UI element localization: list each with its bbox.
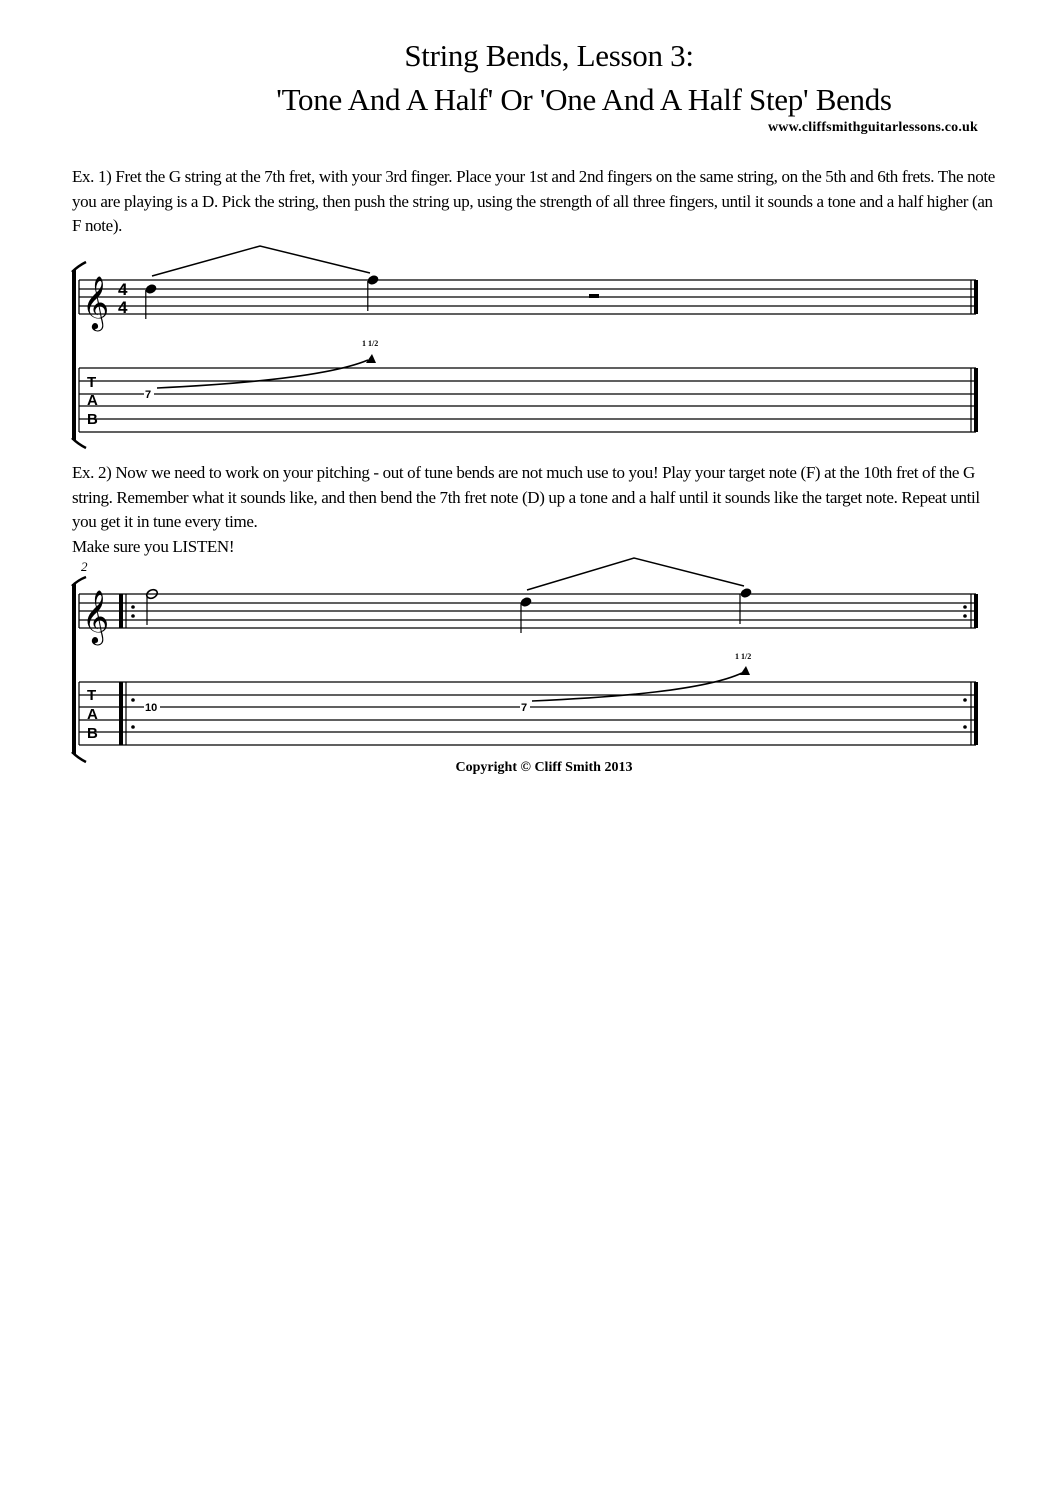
treble-clef-icon: 𝄞 bbox=[82, 589, 110, 643]
tab-end-repeat bbox=[963, 682, 978, 745]
system-1 bbox=[72, 246, 978, 448]
tab-fret-number-1: 10 bbox=[145, 702, 158, 714]
website-url: www.cliffsmithguitarlessons.co.uk bbox=[768, 120, 978, 135]
measure-number: 2 bbox=[81, 559, 88, 574]
tab-clef-t: T bbox=[87, 374, 97, 391]
example-2-emphasis: Make sure you LISTEN! bbox=[72, 536, 235, 556]
tab-staff-lines bbox=[79, 682, 976, 745]
bend-slur bbox=[152, 246, 370, 276]
tab-clef-t: T bbox=[87, 687, 97, 704]
bend-slur bbox=[527, 558, 744, 590]
time-signature-bottom: 4 bbox=[118, 298, 128, 317]
tab-fret-number-2: 7 bbox=[521, 702, 528, 714]
tab-clef-b: B bbox=[87, 411, 98, 428]
title-line-1: String Bends, Lesson 3: bbox=[404, 38, 694, 73]
time-signature-top: 4 bbox=[118, 280, 128, 299]
half-rest bbox=[589, 294, 599, 298]
tab-start-repeat bbox=[119, 682, 135, 745]
bend-arrow bbox=[532, 673, 742, 701]
bend-amount-label: 1 1/2 bbox=[362, 339, 379, 348]
tab-staff-lines bbox=[79, 368, 976, 432]
bend-arrow bbox=[157, 360, 368, 388]
bend-arrowhead-icon bbox=[740, 666, 750, 675]
treble-clef-icon: 𝄞 bbox=[82, 275, 110, 329]
bend-amount-label: 1 1/2 bbox=[735, 652, 752, 661]
bend-arrowhead-icon bbox=[366, 354, 376, 363]
title-line-2: 'Tone And A Half' Or 'One And A Half Step' Bends bbox=[276, 82, 892, 117]
tab-clef-a: A bbox=[87, 392, 98, 409]
example-1-instructions: Ex. 1) Fret the G string at the 7th fret, with your 3rd finger. Place your 1st and 2nd fingers on the same string, on the 5th and 6th frets. The note you are playing is a D. Pick the string, then push the string up, using the strength of all three fingers, until it sounds a tone and a half higher (an F note). bbox=[72, 167, 995, 235]
system-2 bbox=[72, 558, 978, 762]
example-2-text: Ex. 2) Now we need to work on your pitching - out of tune bends are not much use to you! Play your target note (F) at the 10th fret of the G string. Remember what it sounds like, and then bend the 7th fret note (D) up a tone and a half until it sounds like the target note. Repeat until you get it in tune every time. bbox=[72, 463, 980, 531]
copyright-notice: Copyright © Cliff Smith 2013 bbox=[455, 760, 633, 775]
note-f bbox=[739, 587, 753, 624]
tab-clef-b: B bbox=[87, 725, 98, 742]
tab-final-barline bbox=[971, 368, 978, 432]
tab-clef-a: A bbox=[87, 706, 98, 723]
staff-lines bbox=[79, 280, 976, 314]
tab-fret-number: 7 bbox=[145, 389, 152, 401]
